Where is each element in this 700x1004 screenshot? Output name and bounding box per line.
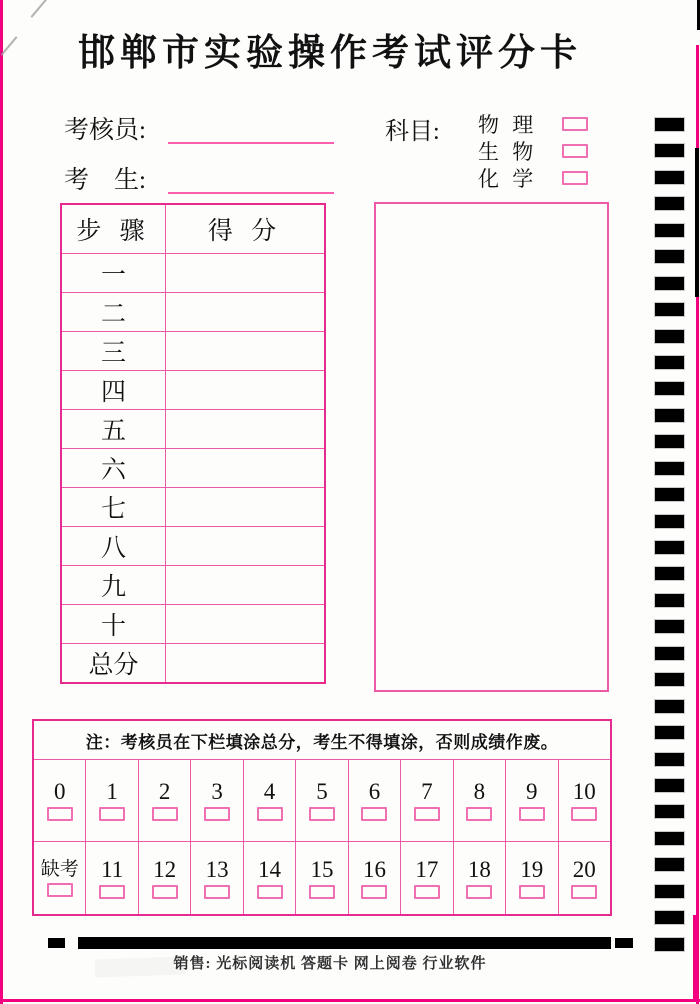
vendor-footer: 销售: 光标阅读机 答题卡 网上阅卷 行业软件 xyxy=(173,956,487,972)
timing-mark xyxy=(655,303,684,316)
sync-mark-right xyxy=(615,938,633,948)
step-label: 一 xyxy=(62,254,166,292)
total-value: 17 xyxy=(415,856,439,882)
table-row-total xyxy=(62,643,324,682)
total-bubble-16[interactable] xyxy=(361,885,387,899)
total-bubble-10[interactable] xyxy=(571,807,597,821)
table-row xyxy=(62,487,324,526)
page-border-bottom xyxy=(0,999,700,1002)
timing-mark xyxy=(655,515,684,528)
timing-mark xyxy=(655,911,684,924)
timing-mark xyxy=(655,197,684,210)
total-bubble-15[interactable] xyxy=(309,885,335,899)
step-label: 八 xyxy=(62,527,166,565)
total-grid-row-11-20 xyxy=(34,841,610,914)
total-bubble-4[interactable] xyxy=(257,807,283,821)
total-bubble-8[interactable] xyxy=(466,807,492,821)
timing-mark xyxy=(655,488,684,501)
timing-marks-right xyxy=(655,118,684,951)
total-cell-20 xyxy=(559,842,610,914)
timing-mark xyxy=(655,726,684,739)
score-cell[interactable] xyxy=(166,332,324,370)
score-cell[interactable] xyxy=(166,605,324,643)
subject-option-label: 物 理 xyxy=(478,112,538,137)
page-title: 邯郸市实验操作考试评分卡 xyxy=(78,33,582,74)
timing-mark xyxy=(655,805,684,818)
timing-mark xyxy=(655,779,684,792)
total-bubble-0[interactable] xyxy=(47,807,73,821)
timing-mark xyxy=(655,620,684,633)
total-cell-11 xyxy=(86,842,138,914)
table-row xyxy=(62,292,324,331)
total-value: 11 xyxy=(101,856,124,882)
total-cell-3 xyxy=(191,760,243,841)
subject-option-label: 生 物 xyxy=(478,139,538,164)
total-label: 总分 xyxy=(62,644,166,682)
total-bubble-13[interactable] xyxy=(204,885,230,899)
timing-mark xyxy=(655,647,684,660)
subject-label: 科目: xyxy=(385,119,440,145)
table-row xyxy=(62,331,324,370)
total-bubble-12[interactable] xyxy=(152,885,178,899)
timing-mark xyxy=(655,700,684,713)
subject-bubble-physics[interactable] xyxy=(562,117,588,131)
total-cell-4 xyxy=(244,760,296,841)
timing-mark xyxy=(655,144,684,157)
timing-mark xyxy=(655,250,684,263)
step-header: 步 骤 xyxy=(62,205,166,253)
total-cell-6 xyxy=(349,760,401,841)
examiner-input-line[interactable] xyxy=(168,142,334,144)
scan-scratch xyxy=(31,0,48,18)
table-header-row xyxy=(62,205,324,253)
table-row xyxy=(62,409,324,448)
total-bubble-7[interactable] xyxy=(414,807,440,821)
total-cell-8 xyxy=(454,760,506,841)
total-bubble-18[interactable] xyxy=(466,885,492,899)
total-cell-12 xyxy=(139,842,191,914)
absent-label: 缺考 xyxy=(40,858,79,880)
total-grid-row-0-10 xyxy=(34,760,610,841)
total-value: 10 xyxy=(572,779,596,804)
total-value: 14 xyxy=(258,856,282,882)
step-label: 四 xyxy=(62,371,166,409)
total-bubble-17[interactable] xyxy=(414,885,440,899)
table-row xyxy=(62,370,324,409)
timing-mark xyxy=(655,277,684,290)
total-cell-13 xyxy=(191,842,243,914)
total-value: 7 xyxy=(421,779,433,804)
page-border-left xyxy=(0,0,3,1004)
sync-bar-bottom xyxy=(78,937,611,949)
edge-black-line-mid xyxy=(695,148,699,297)
total-bubble-9[interactable] xyxy=(519,807,545,821)
timing-mark xyxy=(655,567,684,580)
total-value: 20 xyxy=(572,856,596,882)
student-label: 考 生: xyxy=(64,167,146,194)
total-cell-19 xyxy=(506,842,558,914)
sync-mark-left xyxy=(48,938,65,948)
table-row xyxy=(62,253,324,292)
timing-mark xyxy=(655,858,684,871)
table-row xyxy=(62,565,324,604)
total-value: 5 xyxy=(316,779,328,804)
step-label: 九 xyxy=(62,566,166,604)
notes-area-box[interactable] xyxy=(374,202,609,692)
score-cell[interactable] xyxy=(166,293,324,331)
total-value: 1 xyxy=(106,779,118,804)
step-label: 十 xyxy=(62,605,166,643)
total-value: 4 xyxy=(263,779,276,804)
score-cell[interactable] xyxy=(166,371,324,409)
subject-option-biology xyxy=(478,137,588,164)
total-cell-10 xyxy=(559,760,610,841)
step-label: 六 xyxy=(62,449,166,487)
student-input-line[interactable] xyxy=(168,192,334,194)
total-bubble-19[interactable] xyxy=(519,885,545,899)
step-label: 七 xyxy=(62,488,166,526)
table-row xyxy=(62,448,324,487)
timing-mark xyxy=(655,224,684,237)
timing-mark xyxy=(655,171,684,184)
total-cell-2 xyxy=(139,760,191,841)
total-bubble-3[interactable] xyxy=(204,807,230,821)
subject-options xyxy=(478,110,588,191)
score-cell[interactable] xyxy=(166,254,324,292)
timing-mark xyxy=(655,753,684,766)
subject-bubble-biology[interactable] xyxy=(562,144,588,158)
step-label: 三 xyxy=(62,332,166,370)
total-bubble-2[interactable] xyxy=(152,807,178,821)
timing-mark xyxy=(655,409,684,422)
timing-mark xyxy=(655,885,684,898)
total-cell-0 xyxy=(34,760,86,841)
timing-mark xyxy=(655,118,684,131)
total-bubble-20[interactable] xyxy=(571,885,597,899)
score-header: 得 分 xyxy=(207,218,283,245)
score-cell[interactable] xyxy=(166,566,324,604)
total-bubble-1[interactable] xyxy=(99,807,125,821)
timing-mark xyxy=(655,356,684,369)
total-bubble-11[interactable] xyxy=(99,885,125,899)
total-value: 8 xyxy=(473,779,486,804)
total-bubble-14[interactable] xyxy=(257,885,283,899)
timing-mark xyxy=(655,832,684,845)
total-cell-7 xyxy=(401,760,453,841)
total-cell-16 xyxy=(349,842,401,914)
timing-mark xyxy=(655,938,684,951)
timing-mark xyxy=(655,594,684,607)
total-cell-9 xyxy=(506,760,558,841)
total-cell-14 xyxy=(244,842,296,914)
steps-score-table xyxy=(60,203,326,684)
table-row xyxy=(62,604,324,643)
total-score-cell[interactable] xyxy=(166,644,324,682)
total-cell-18 xyxy=(454,842,506,914)
total-value: 15 xyxy=(310,856,334,882)
timing-mark xyxy=(655,435,684,448)
total-value: 3 xyxy=(211,779,223,804)
timing-mark xyxy=(655,462,684,475)
total-value: 12 xyxy=(153,856,177,882)
total-value: 6 xyxy=(368,779,381,804)
examiner-label: 考核员: xyxy=(64,117,146,144)
timing-mark xyxy=(655,382,684,395)
total-value: 9 xyxy=(526,779,538,804)
timing-mark xyxy=(655,673,684,686)
absent-bubble[interactable] xyxy=(47,883,73,897)
total-cell-5 xyxy=(296,760,348,841)
total-value: 2 xyxy=(158,779,171,804)
total-cell-15 xyxy=(296,842,348,914)
page-border-right-thick xyxy=(693,915,699,1000)
score-cell[interactable] xyxy=(166,527,324,565)
table-row xyxy=(62,526,324,565)
total-bubble-5[interactable] xyxy=(309,807,335,821)
total-cell-1 xyxy=(86,760,138,841)
step-label: 五 xyxy=(62,410,166,448)
total-value: 0 xyxy=(53,779,66,804)
subject-bubble-chemistry[interactable] xyxy=(562,171,588,185)
step-label: 二 xyxy=(62,293,166,331)
total-value: 13 xyxy=(205,856,229,882)
total-fill-section xyxy=(32,719,612,916)
total-value: 18 xyxy=(467,856,491,882)
subject-option-label: 化 学 xyxy=(478,166,538,191)
timing-mark xyxy=(655,330,684,343)
fill-note: 注：考核员在下栏填涂总分，考生不得填涂，否则成绩作废。 xyxy=(34,721,610,760)
total-bubble-6[interactable] xyxy=(361,807,387,821)
total-cell-17 xyxy=(401,842,453,914)
total-value: 16 xyxy=(362,856,386,882)
score-cell[interactable] xyxy=(166,488,324,526)
subject-option-chemistry xyxy=(478,164,588,191)
score-cell[interactable] xyxy=(166,449,324,487)
total-cell-absent xyxy=(34,842,86,914)
subject-option-physics xyxy=(478,110,588,137)
score-cell[interactable] xyxy=(166,410,324,448)
timing-mark xyxy=(655,541,684,554)
total-value: 19 xyxy=(520,856,544,882)
